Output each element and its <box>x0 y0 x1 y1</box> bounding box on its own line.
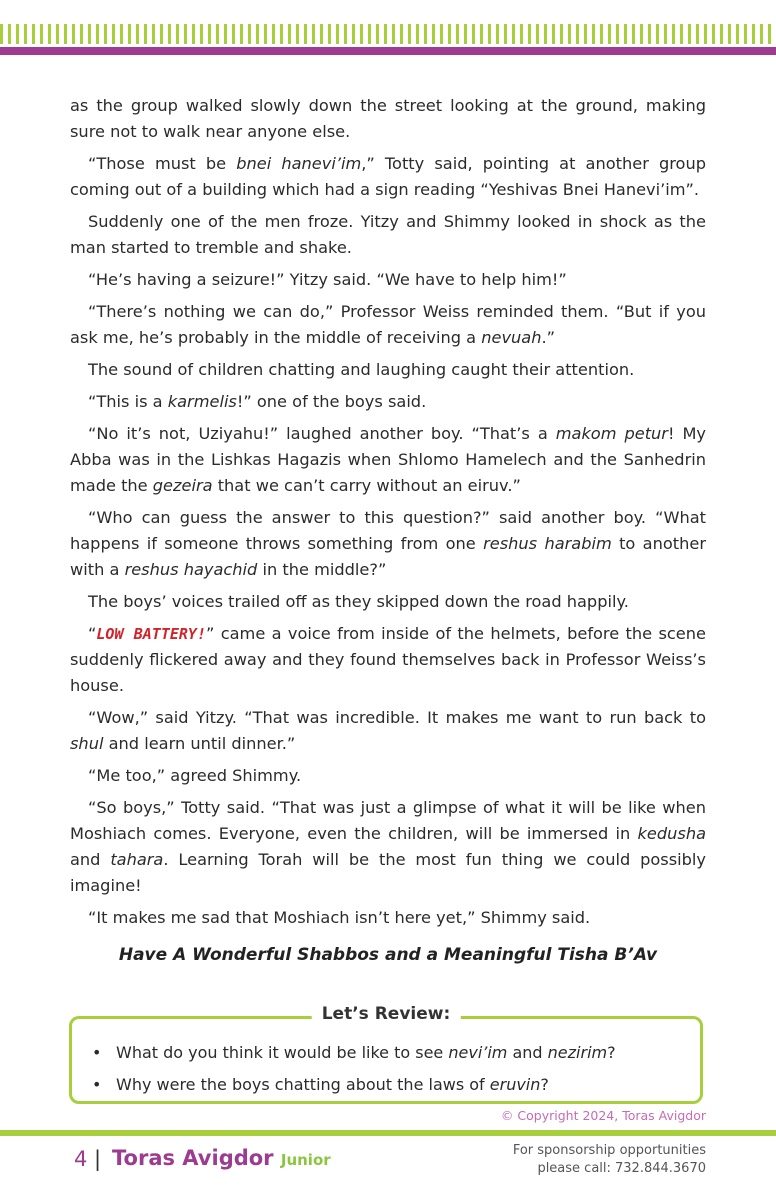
paragraph: “LOW BATTERY!” came a voice from inside of the helmets, before the scene suddenly flickered away and they found themselves back in Professor Weiss’s house. <box>70 624 706 695</box>
paragraph: The sound of children chatting and laughing caught their attention. <box>88 360 635 379</box>
review-question: • What do you think it would be like to see nevi’im and nezirim? <box>88 1037 616 1069</box>
paragraph: The boys’ voices trailed off as they skipped down the road happily. <box>88 592 629 611</box>
top-purple-bar <box>0 47 776 55</box>
paragraph: “He’s having a seizure!” Yitzy said. “We have to help him!” <box>88 270 567 289</box>
paragraph: “Wow,” said Yitzy. “That was incredible. It makes me want to run back to shul and learn until dinner.” <box>70 708 706 753</box>
review-question: • Why were the boys chatting about the laws of eruvin? <box>88 1069 616 1101</box>
paragraph: “So boys,” Totty said. “That was just a glimpse of what it will be like when Moshiach comes. Everyone, even the children, will be immersed in kedusha and tahara. Learning Torah will be the most fun thing we could possibly imagine! <box>70 798 706 895</box>
story-text <box>70 93 706 937</box>
closing-message: Have A Wonderful Shabbos and a Meaningful Tisha B’Av <box>118 945 658 965</box>
page-number: 4 <box>74 1147 88 1171</box>
paragraph: “No it’s not, Uziyahu!” laughed another boy. “That’s a makom petur! My Abba was in the Lishkas Hagazis when Shlomo Hamelech and the Sanhedrin made the gezeira that we can’t carry without an eiruv.” <box>70 424 706 495</box>
paragraph: “Those must be bnei hanevi’im,” Totty said, pointing at another group coming out of a building which had a sign reading “Yeshivas Bnei Hanevi’im”. <box>70 154 706 199</box>
bottom-green-bar <box>0 1130 776 1136</box>
paragraph: “It makes me sad that Moshiach isn’t here yet,” Shimmy said. <box>88 908 591 927</box>
paragraph: “This is a karmelis!” one of the boys said. <box>88 392 427 411</box>
paragraph: “Me too,” agreed Shimmy. <box>88 766 302 785</box>
page-separator: | <box>94 1147 102 1171</box>
top-stripe-border <box>0 24 776 44</box>
review-title: Let’s Review: <box>312 1004 461 1024</box>
paragraph: as the group walked slowly down the street looking at the ground, making sure not to walk near anyone else. <box>70 96 706 141</box>
brand-sub: Junior <box>280 1151 331 1169</box>
paragraph: “There’s nothing we can do,” Professor Weiss reminded them. “But if you ask me, he’s probably in the middle of receiving a nevuah.” <box>70 302 706 347</box>
low-battery-text: LOW BATTERY! <box>96 625 206 643</box>
paragraph: “Who can guess the answer to this question?” said another boy. “What happens if someone throws something from one reshus harabim to another with a reshus hayachid in the middle?” <box>70 508 706 579</box>
paragraph: Suddenly one of the men froze. Yitzy and Shimmy looked in shock as the man started to tremble and shake. <box>70 212 706 257</box>
sponsor-info: For sponsorship opportunities please call: 732.844.3670 <box>512 1143 706 1176</box>
brand-logo: Toras Avigdor Junior <box>112 1146 331 1170</box>
review-box <box>69 1004 703 1104</box>
copyright: © Copyright 2024, Toras Avigdor <box>500 1108 706 1123</box>
review-list <box>88 1037 616 1101</box>
